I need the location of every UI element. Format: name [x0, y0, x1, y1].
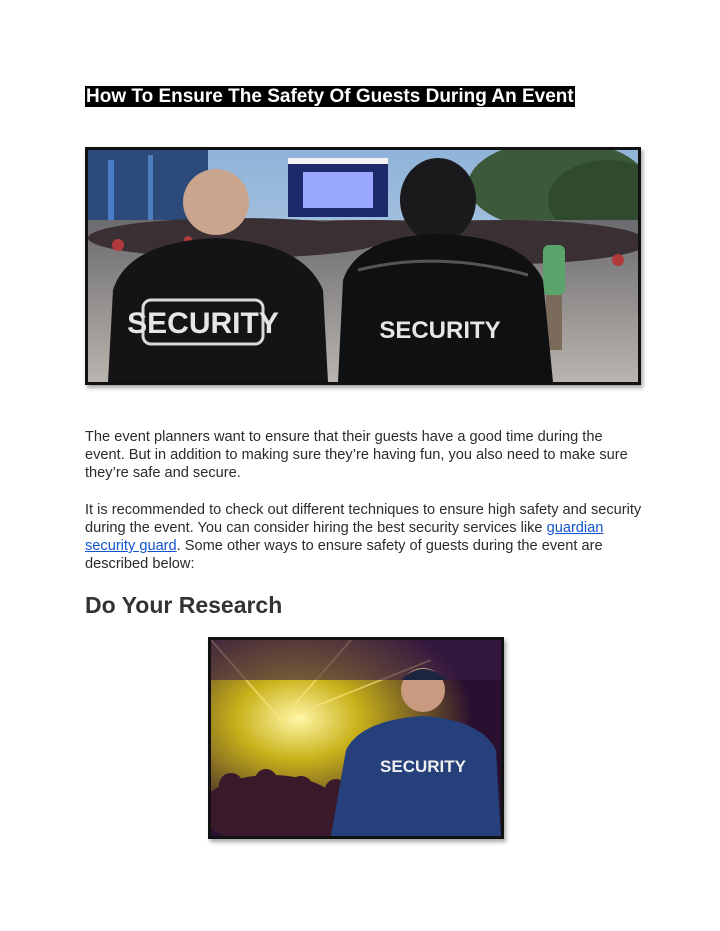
recommendation-text-before: It is recommended to check out different techniques to ensure high safety and security during the event. You can consider hiring the best security services like [85, 502, 642, 536]
hero-jacket-label-2: SECURITY [379, 317, 501, 344]
hero-jacket-label-1: SECURITY [127, 307, 279, 340]
research-photo [208, 637, 504, 839]
recommendation-paragraph [85, 501, 645, 573]
recommendation-text-after: . Some other ways to ensure safety of guests during the event are described below: [85, 538, 603, 572]
article-title [85, 84, 575, 110]
research-photo-illustration [211, 640, 501, 836]
intro-paragraph: The event planners want to ensure that their guests have a good time during the event. But in addition to making sure they’re having fun, you also need to make sure they’re safe and secure. [85, 429, 628, 481]
hero-photo [85, 147, 641, 385]
research-jacket-label: SECURITY [380, 757, 466, 776]
article-title-text: How To Ensure The Safety Of Guests During An Event [86, 86, 574, 107]
guardian-security-guard-link[interactable]: guardian security guard [85, 520, 604, 554]
hero-photo-illustration [88, 150, 638, 382]
section-heading: Do Your Research [85, 592, 283, 618]
